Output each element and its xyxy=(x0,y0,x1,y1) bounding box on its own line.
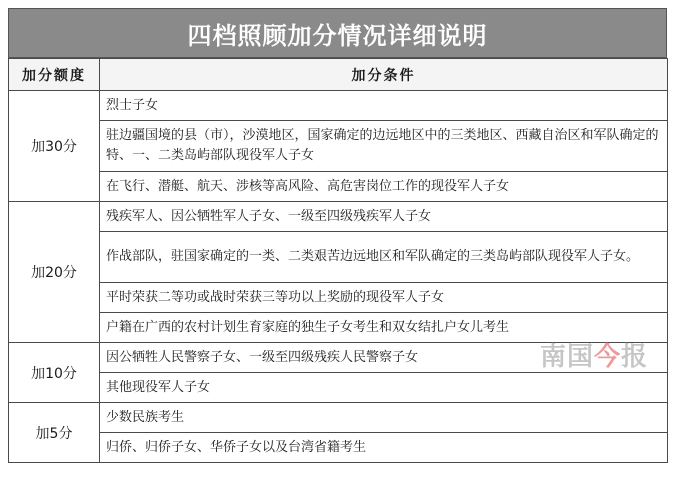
level-cell: 加10分 xyxy=(9,343,100,403)
table-row xyxy=(9,373,668,403)
table-row xyxy=(9,91,668,121)
condition-cell: 驻边疆国境的县（市），沙漠地区，国家确定的边远地区中的三类地区、西藏自治区和军队确定的特、一、二类岛屿部队现役军人子女 xyxy=(100,121,668,172)
condition-cell: 其他现役军人子女 xyxy=(100,373,668,403)
table-row xyxy=(9,343,668,373)
condition-cell: 归侨、归侨子女、华侨子女以及台湾省籍考生 xyxy=(100,433,668,463)
bonus-points-table xyxy=(8,58,668,463)
table-row xyxy=(9,172,668,202)
level-cell: 加20分 xyxy=(9,202,100,343)
watermark-logo: 南国今报 xyxy=(539,342,648,372)
table-row xyxy=(9,232,668,283)
condition-cell: 因公牺牲人民警察子女、一级至四级残疾人民警察子女 xyxy=(100,343,668,373)
header-condition: 加分条件 xyxy=(100,59,668,91)
table-row xyxy=(9,283,668,313)
table-row xyxy=(9,121,668,172)
table-title: 四档照顾加分情况详细说明 xyxy=(8,8,667,58)
info-table-panel xyxy=(8,8,667,470)
level-cell: 加30分 xyxy=(9,91,100,202)
table-row xyxy=(9,313,668,343)
condition-cell: 残疾军人、因公牺牲军人子女、一级至四级残疾军人子女 xyxy=(100,202,668,232)
header-level: 加分额度 xyxy=(9,59,100,91)
header-row xyxy=(9,59,668,91)
condition-cell: 作战部队，驻国家确定的一类、二类艰苦边远地区和军队确定的三类岛屿部队现役军人子女。 xyxy=(100,232,668,283)
condition-cell: 少数民族考生 xyxy=(100,403,668,433)
table-row xyxy=(9,202,668,232)
table-row xyxy=(9,403,668,433)
level-cell: 加5分 xyxy=(9,403,100,463)
table-row xyxy=(9,433,668,463)
condition-cell: 烈士子女 xyxy=(100,91,668,121)
condition-cell: 平时荣获二等功或战时荣获三等功以上奖励的现役军人子女 xyxy=(100,283,668,313)
condition-cell: 在飞行、潜艇、航天、涉核等高风险、高危害岗位工作的现役军人子女 xyxy=(100,172,668,202)
condition-cell: 户籍在广西的农村计划生育家庭的独生子女考生和双女结扎户女儿考生 xyxy=(100,313,668,343)
